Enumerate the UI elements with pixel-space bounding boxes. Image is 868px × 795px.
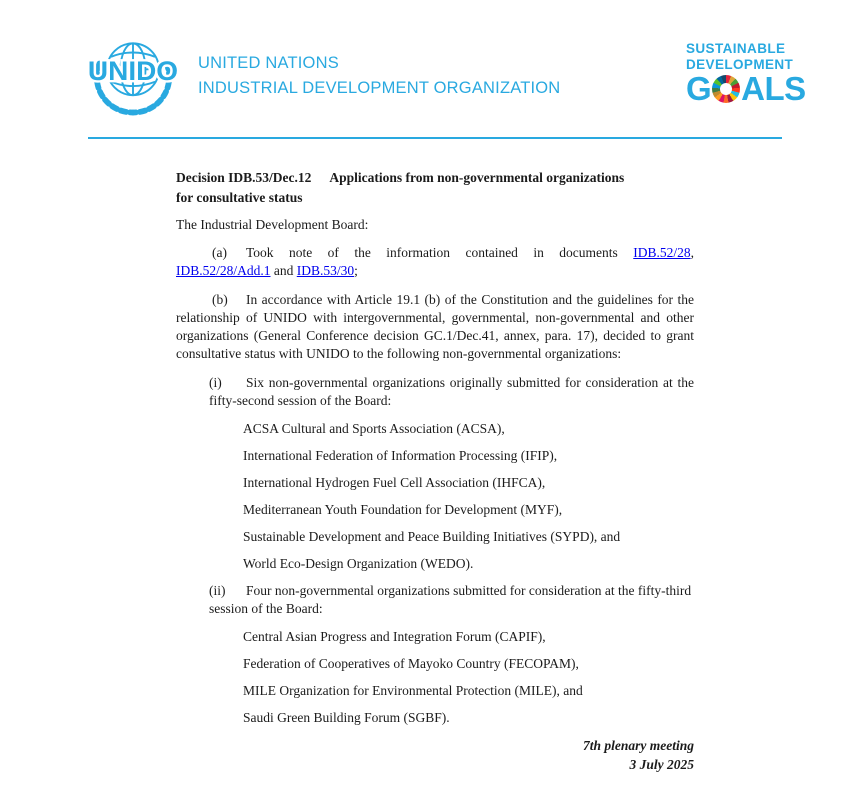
unido-logo-text: UNIDO <box>87 55 179 86</box>
org-list-item: Mediterranean Youth Foundation for Development (MYF), <box>243 502 563 517</box>
sdg-goals-als: ALS <box>741 70 806 107</box>
signature-date: 3 July 2025 <box>629 757 694 772</box>
sdg-logo <box>686 41 806 107</box>
sdg-goals-wordmark <box>686 70 806 107</box>
org-list-item: World Eco-Design Organization (WEDO). <box>243 556 474 571</box>
org-list-item: International Federation of Information Processing (IFIP), <box>243 448 558 463</box>
sdg-logo-line1: SUSTAINABLE <box>686 41 786 56</box>
link-idb-52-28-add1[interactable]: IDB.52/28/Add.1 <box>176 263 271 278</box>
paragraph-a-separator2: and <box>270 263 297 278</box>
decision-heading <box>176 168 694 208</box>
paragraph-a-end: ; <box>354 263 358 278</box>
section-ii-heading <box>209 582 694 618</box>
section-ii-marker: (ii) <box>209 583 226 598</box>
header-divider <box>88 137 782 139</box>
paragraph-a-separator1: , <box>690 245 694 260</box>
org-list-item: MILE Organization for Environmental Protection (MILE), and <box>243 683 583 698</box>
org-list-ii <box>176 628 694 727</box>
section-i-text: Six non-governmental organizations originally submitted for consideration at the fifty-second session of the Board: <box>209 375 694 408</box>
link-idb-52-28[interactable]: IDB.52/28 <box>633 245 691 260</box>
paragraph-b <box>176 291 694 363</box>
section-ii-text: Four non-governmental organizations submitted for consideration at the fifty-third session of the Board: <box>209 583 692 616</box>
org-list-item: Sustainable Development and Peace Building Initiatives (SYPD), and <box>243 529 621 544</box>
sdg-goals-g: G <box>686 70 712 107</box>
org-list-item: ACSA Cultural and Sports Association (ACSA), <box>243 421 505 436</box>
org-list-i <box>176 420 694 573</box>
paragraph-b-text: In accordance with Article 19.1 (b) of the Constitution and the guidelines for the relationship of UNIDO with intergovernmental, governmental, non-governmental and other organizations (General Conference decision GC.1/Dec.41, annex, para. 17), decided to grant consultative status with UNIDO to the following non-governmental organizations: <box>176 292 694 361</box>
header-brand <box>85 29 560 123</box>
sdg-logo-line2: DEVELOPMENT <box>686 56 794 72</box>
org-list-item: Saudi Green Building Forum (SGBF). <box>243 710 450 725</box>
signature-meeting: 7th plenary meeting <box>583 738 694 753</box>
paragraph-a-text: Took note of the information contained in documents <box>246 245 634 260</box>
org-list-item: Federation of Cooperatives of Mayoko Country (FECOPAM), <box>243 656 579 671</box>
decision-label: Decision IDB.53/Dec.12 <box>176 170 312 185</box>
decision-title-line1: Applications from non-governmental organizations <box>329 170 625 185</box>
decision-title-line2: for consultative status <box>176 190 303 205</box>
org-list-item: Central Asian Progress and Integration Forum (CAPIF), <box>243 629 546 644</box>
signature-block <box>176 736 694 774</box>
sdg-wheel-icon <box>712 75 740 103</box>
org-name-line1: UNITED NATIONS <box>198 54 339 72</box>
intro-paragraph: The Industrial Development Board: <box>176 217 369 232</box>
org-name <box>198 51 560 101</box>
org-list-item: International Hydrogen Fuel Cell Association (IHFCA), <box>243 475 546 490</box>
section-i-marker: (i) <box>209 375 222 390</box>
link-idb-53-30[interactable]: IDB.53/30 <box>296 263 355 278</box>
document-content <box>176 168 694 774</box>
section-i-heading <box>209 374 694 410</box>
unido-logo-icon <box>85 29 181 123</box>
paragraph-b-marker: (b) <box>212 292 228 307</box>
org-name-line2: INDUSTRIAL DEVELOPMENT ORGANIZATION <box>198 79 561 97</box>
paragraph-a-marker: (a) <box>212 245 227 260</box>
paragraph-a <box>176 244 694 280</box>
